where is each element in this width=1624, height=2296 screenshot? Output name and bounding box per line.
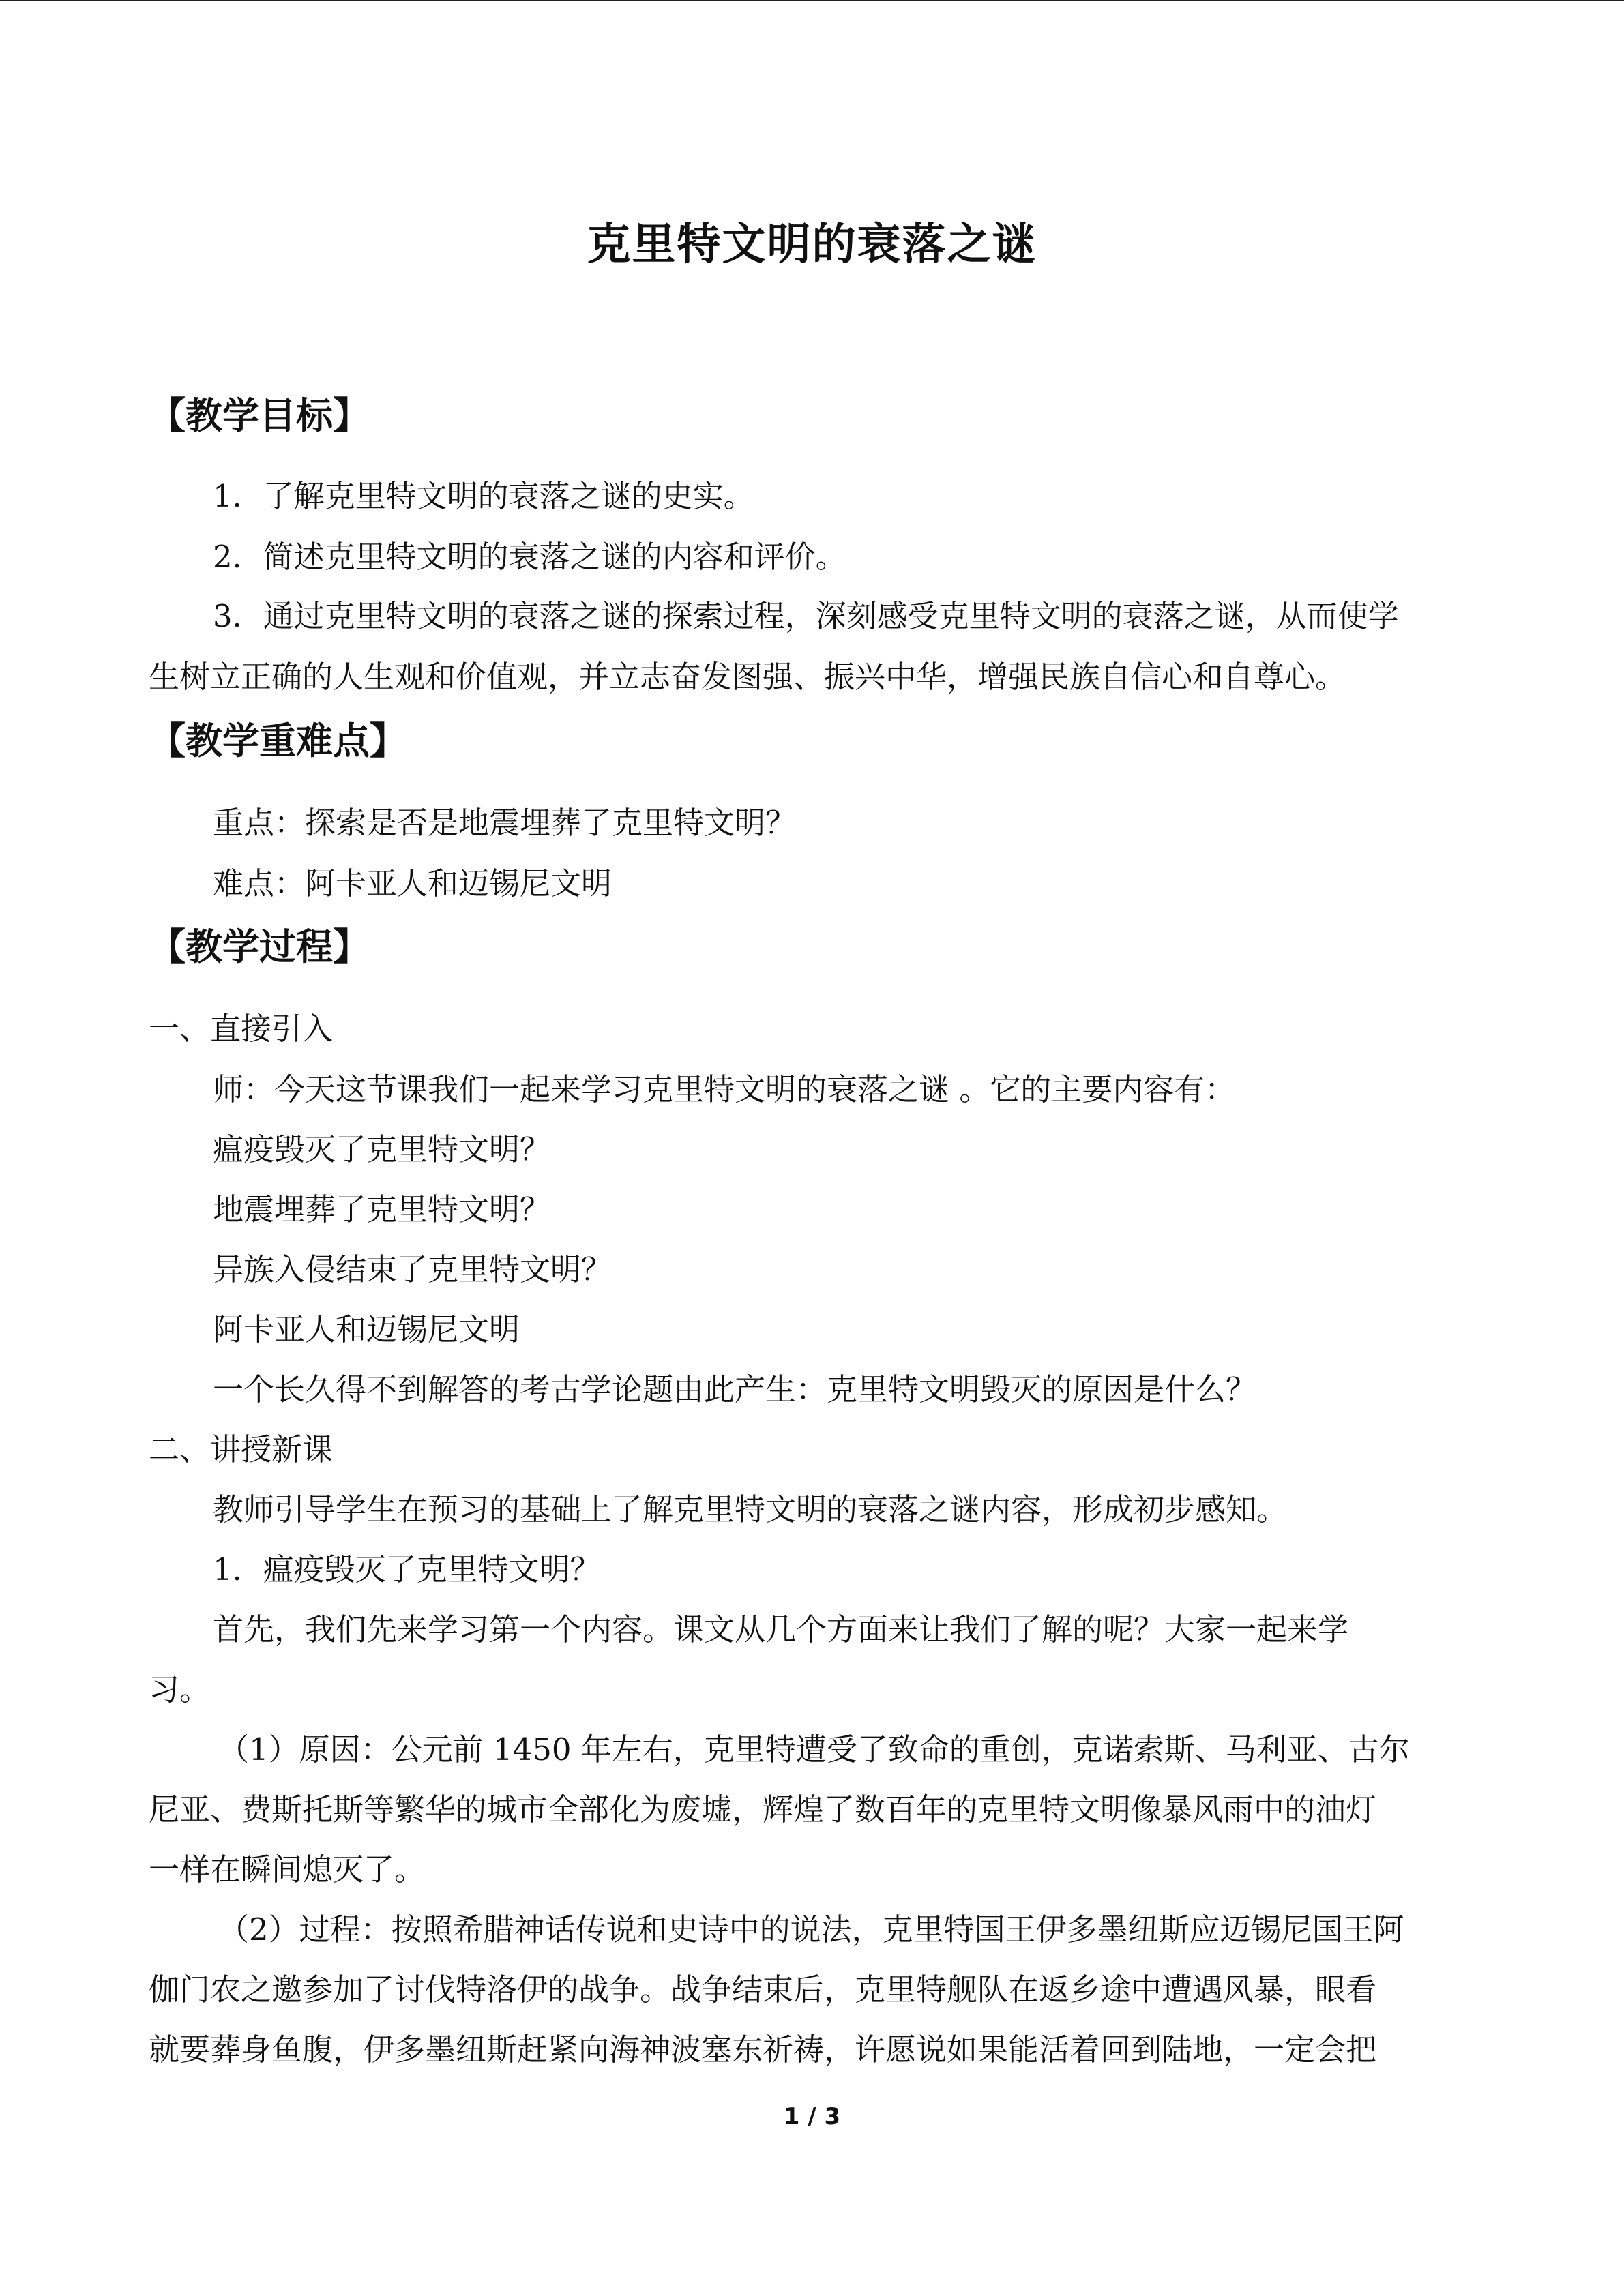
process-line: （2）过程：按照希腊神话传说和史诗中的说法，克里特国王伊多墨纽斯应迈锡尼国王阿	[218, 1911, 1404, 1948]
document-title: 克里特文明的衰落之谜	[587, 220, 1037, 270]
page-number: 1 / 3	[783, 2103, 841, 2130]
key-point-item: 重点：探索是否是地震埋葬了克里特文明？	[213, 805, 797, 841]
process-line: 教师引导学生在预习的基础上了解克里特文明的衰落之谜内容，形成初步感知。	[213, 1491, 1288, 1527]
process-line: （1）原因：公元前 1450 年左右，克里特遭受了致命的重创，克诺索斯、马利亚、古尔	[218, 1731, 1410, 1768]
process-line: 阿卡亚人和迈锡尼文明	[213, 1311, 520, 1347]
process-line: 一个长久得不到解答的考古学论题由此产生：克里特文明毁灭的原因是什么？	[213, 1371, 1257, 1407]
objective-item: 3．通过克里特文明的衰落之谜的探索过程，深刻感受克里特文明的衰落之谜，从而使学	[213, 598, 1399, 634]
process-line: 首先，我们先来学习第一个内容。课文从几个方面来让我们了解的呢？大家一起来学	[213, 1611, 1349, 1648]
objective-item: 1．了解克里特文明的衰落之谜的史实。	[213, 478, 754, 514]
difficult-point-item: 难点：阿卡亚人和迈锡尼文明	[213, 865, 612, 901]
section-heading-process: 【教学过程】	[149, 925, 370, 968]
process-line-continued: 习。	[149, 1671, 211, 1708]
process-line-continued: 一样在瞬间熄灭了。	[149, 1851, 426, 1888]
process-line-continued: 尼亚、费斯托斯等繁华的城市全部化为废墟，辉煌了数百年的克里特文明像暴风雨中的油灯	[149, 1791, 1377, 1828]
process-line: 1．瘟疫毁灭了克里特文明？	[213, 1551, 601, 1587]
process-line: 异族入侵结束了克里特文明？	[213, 1251, 612, 1287]
process-line-continued: 就要葬身鱼腹，伊多墨纽斯赶紧向海神波塞东祈祷，许愿说如果能活着回到陆地，一定会把	[149, 2031, 1377, 2068]
process-line: 地震埋葬了克里特文明？	[213, 1191, 551, 1227]
process-line: 师：今天这节课我们一起来学习克里特文明的衰落之谜 。它的主要内容有：	[213, 1071, 1236, 1107]
process-subheading: 一、直接引入	[149, 1011, 334, 1047]
process-line-continued: 伽门农之邀参加了讨伐特洛伊的战争。战争结束后，克里特舰队在返乡途中遭遇风暴，眼看	[149, 1971, 1377, 2008]
objective-item-continued: 生树立正确的人生观和价值观，并立志奋发图强、振兴中华，增强民族自信心和自尊心。	[149, 659, 1346, 695]
section-heading-key-points: 【教学重难点】	[149, 719, 407, 762]
process-line: 瘟疫毁灭了克里特文明？	[213, 1131, 551, 1167]
process-subheading: 二、讲授新课	[149, 1431, 334, 1467]
objective-item: 2．简述克里特文明的衰落之谜的内容和评价。	[213, 539, 846, 575]
section-heading-objectives: 【教学目标】	[149, 394, 370, 437]
